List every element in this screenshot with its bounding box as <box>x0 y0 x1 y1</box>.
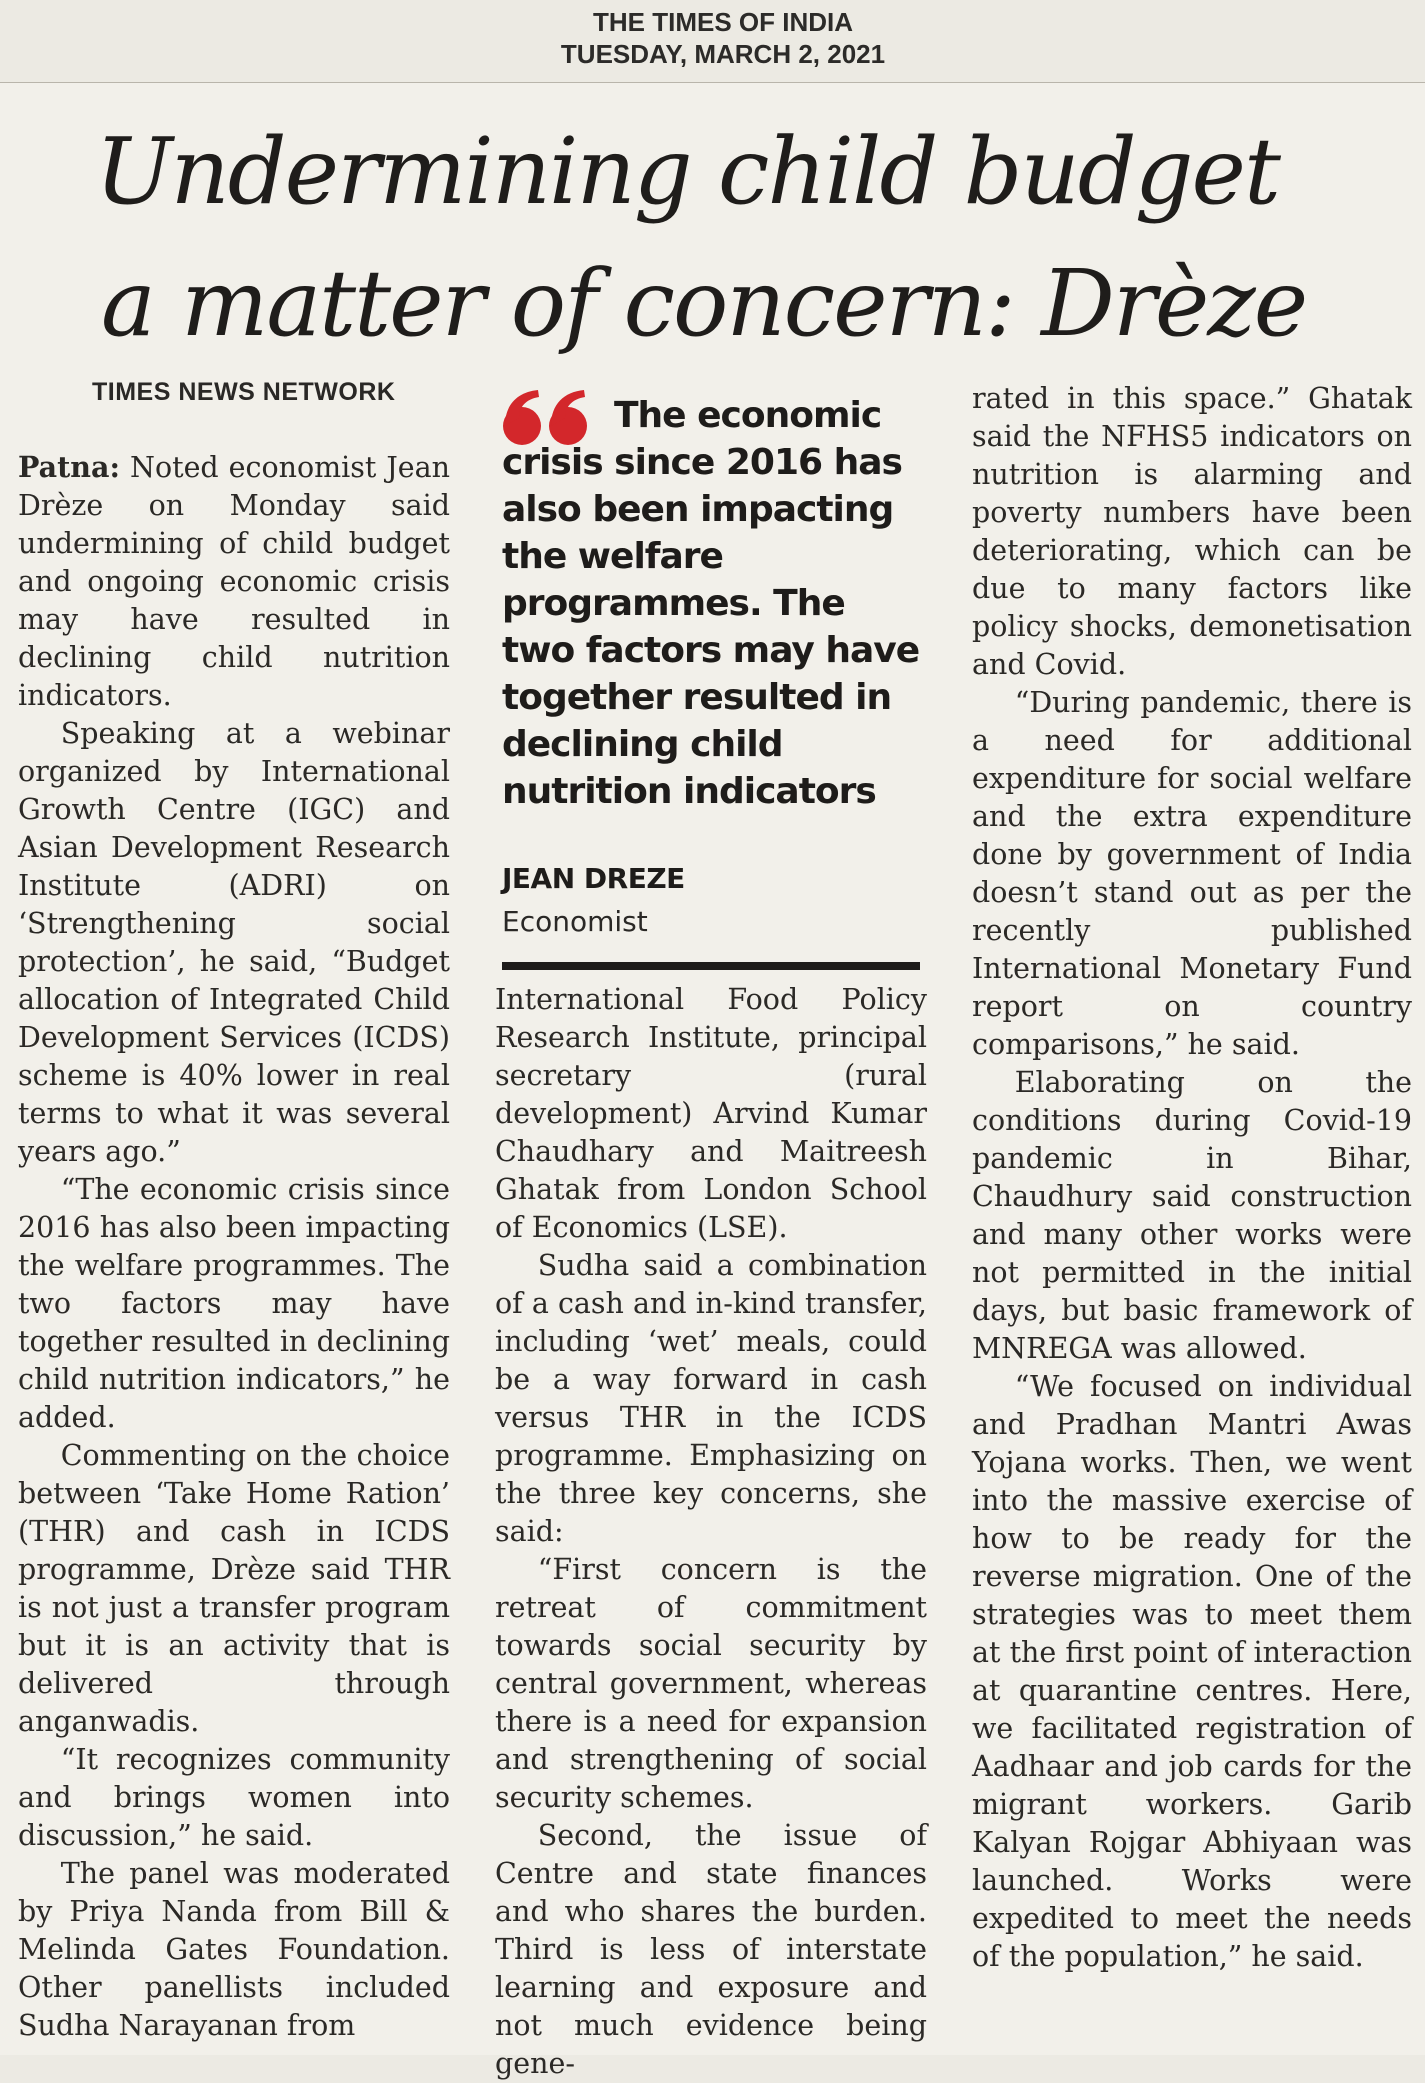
pull-quote-text: The economic crisis since 2016 has also been impacting the welfare programmes. The two factors may have together resulted in declining child nutrition indicators <box>502 395 920 812</box>
paragraph <box>18 448 450 715</box>
paragraph: “It recognizes community and brings women into discussion,” he said. <box>18 1743 450 1852</box>
headline <box>95 106 1355 370</box>
column-3 <box>972 380 1412 1976</box>
masthead-paper: THE TIMES OF INDIA <box>593 7 853 37</box>
paragraph: International Food Policy Research Institute, principal secretary (rural development) Arvind Kumar Chaudhary and Maitreesh Ghatak from London School of Economics (LSE). <box>495 983 927 1244</box>
paragraph: Second, the issue of Centre and state finances and who shares the burden. Third is less of interstate learning and exposure and not much evidence being gene- <box>495 1819 927 2080</box>
divider <box>502 962 920 970</box>
paragraph: Commenting on the choice between ‘Take Home Ration’ (THR) and cash in ICDS programme, Drèze said THR is not just a transfer program but it is an activity that is delivered through anganwadis. <box>18 1439 450 1738</box>
headline-line2: a matter of concern: Drèze <box>101 250 1307 357</box>
paragraph: Elaborating on the conditions during Covid-19 pandemic in Bihar, Chaudhury said construction and many other works were not permitted in the initial days, but basic framework of MNREGA was allowed. <box>972 1066 1412 1365</box>
paragraph-text: Noted economist Jean Drèze on Monday said undermining of child budget and ongoing economic crisis may have resulted in declining child nutrition indicators. <box>18 451 451 712</box>
paragraph: The panel was moderated by Priya Nanda from Bill & Melinda Gates Foundation. Other panellists included Sudha Narayanan from <box>18 1857 450 2042</box>
byline: TIMES NEWS NETWORK <box>92 378 396 406</box>
dateline: Patna: <box>18 450 121 484</box>
paragraph: “During pandemic, there is a need for additional expenditure for social welfare and the extra expenditure done by government of India doesn’t stand out as per the recently published International Monetary Fund report on country comparisons,” he said. <box>972 686 1412 1061</box>
masthead <box>522 0 924 82</box>
headline-line1: Undermining child budget <box>95 118 1279 225</box>
paragraph: rated in this space.” Ghatak said the NFHS5 indicators on nutrition is alarming and poverty numbers have been deteriorating, which can be due to many factors like policy shocks, demonetisation and Covid. <box>972 382 1412 681</box>
paragraph: “First concern is the retreat of commitment towards social security by central government, whereas there is a need for expansion and strengthening of social security schemes. <box>495 1553 927 1814</box>
pull-quote-name: JEAN DREZE <box>502 862 685 895</box>
column-1 <box>18 448 450 2045</box>
pull-quote-role: Economist <box>502 905 648 938</box>
pull-quote <box>502 392 922 815</box>
masthead-date: TUESDAY, MARCH 2, 2021 <box>560 39 886 69</box>
paragraph: “We focused on individual and Pradhan Mantri Awas Yojana works. Then, we went into the massive exercise of how to be ready for the reverse migration. One of the strategies was to meet them at the first point of interaction at quarantine centres. Here, we facilitated registration of Aadhaar and job cards for the migrant workers. Garib Kalyan Rojgar Abhiyaan was launched. Works were expedited to meet the needs of the population,” he said. <box>972 1370 1412 1973</box>
paragraph: Speaking at a webinar organized by International Growth Centre (IGC) and Asian Development Research Institute (ADRI) on ‘Strengthening social protection’, he said, “Budget allocation of Integrated Child Development Services (ICDS) scheme is 40% lower in real terms to what it was several years ago.” <box>18 717 450 1168</box>
paragraph: “The economic crisis since 2016 has also been impacting the welfare programmes. The two factors may have together resulted in declining child nutrition indicators,” he added. <box>18 1173 450 1434</box>
paragraph: Sudha said a combination of a cash and in-kind transfer, including ‘wet’ meals, could be a way forward in cash versus THR in the ICDS programme. Emphasizing on the three key concerns, she said: <box>495 1249 927 1548</box>
column-2 <box>495 981 927 2083</box>
